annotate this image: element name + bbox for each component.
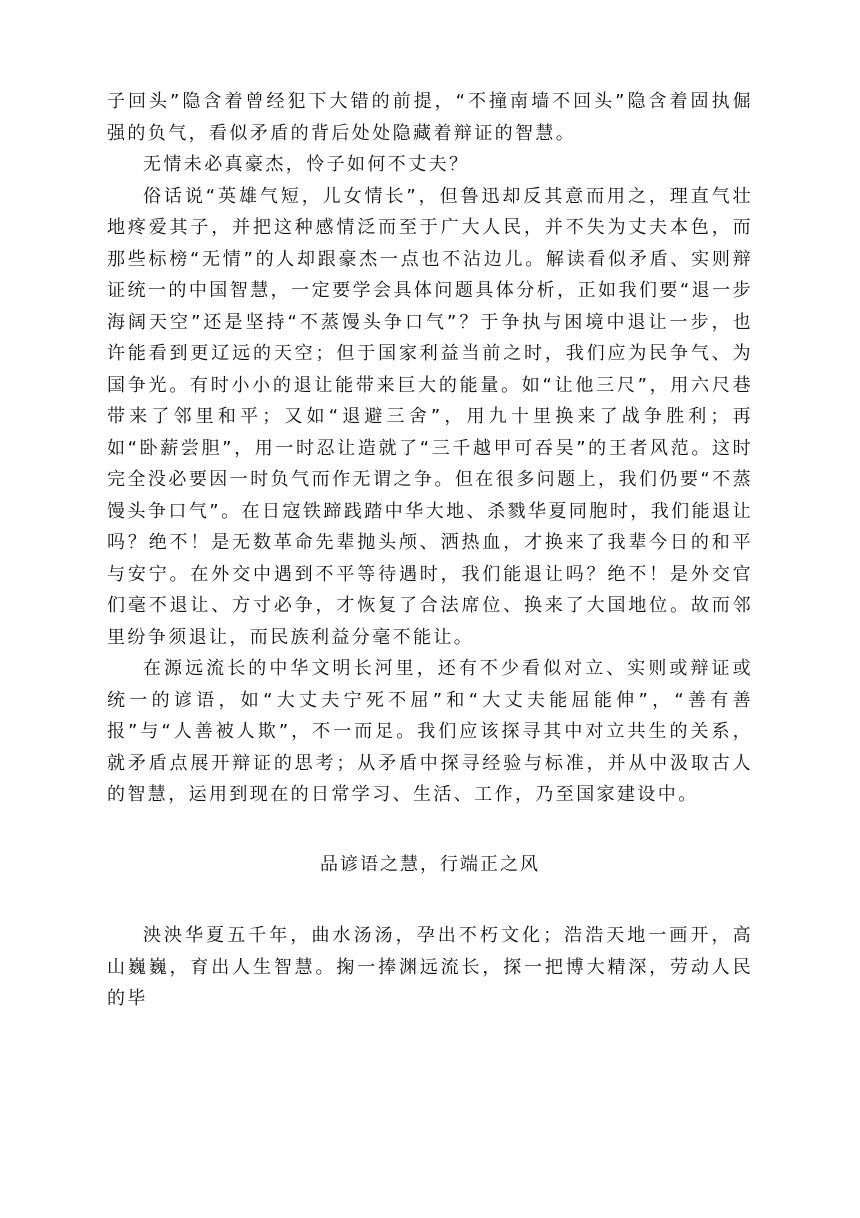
paragraph-essay-opening: 泱泱华夏五千年，曲水汤汤，孕出不朽文化；浩浩天地一画开，高山巍巍，育出人生智慧。掬一捧渊远流长，探一把博大精深，劳动人民的毕 xyxy=(107,925,753,1009)
paragraph-continuation: 子回头”隐含着曾经犯下大错的前提，“不撞南墙不回头”隐含着固执倔强的负气，看似矛盾的背后处处隐藏着辩证的智慧。 xyxy=(107,91,753,144)
essay-title: 品谚语之慧，行端正之风 xyxy=(320,853,540,875)
document-body xyxy=(107,86,753,1015)
paragraph-quote-line: 无情未必真豪杰，怜子如何不丈夫？ xyxy=(143,154,470,175)
paragraph-conclusion: 在源远流长的中华文明长河里，还有不少看似对立、实则或辩证或统一的谚语，如“大丈夫宁死不屈”和“大丈夫能屈能伸”，“善有善报”与“人善被人欺”，不一而足。我们应该探寻其中对立共生的关系，就矛盾点展开辩证的思考；从矛盾中探寻经验与标准，并从中汲取古人的智慧，运用到现在的日常学习、生活、工作，乃至国家建设中。 xyxy=(107,658,753,805)
paragraph-body: 俗话说“英雄气短，儿女情长”，但鲁迅却反其意而用之，理直气壮地疼爱其子，并把这种感情泛而至于广大人民，并不失为丈夫本色，而那些标榜“无情”的人却跟豪杰一点也不沾边儿。解读看似矛盾、实则辩证统一的中国智慧，一定要学会具体问题具体分析，正如我们要“退一步海阔天空”还是坚持“不蒸馒头争口气”？于争执与困境中退让一步，也许能看到更辽远的天空；但于国家利益当前之时，我们应为民争气、为国争光。有时小小的退让能带来巨大的能量。如“让他三尺”，用六尺巷带来了邻里和平；又如“退避三舍”，用九十里换来了战争胜利；再如“卧薪尝胆”，用一时忍让造就了“三千越甲可吞吴”的王者风范。这时完全没必要因一时负气而作无谓之争。但在很多问题上，我们仍要“不蒸馒头争口气”。在日寇铁蹄践踏中华大地、杀戮华夏同胞时，我们能退让吗？绝不！是无数革命先辈抛头颅、洒热血，才换来了我辈今日的和平与安宁。在外交中遇到不平等待遇时，我们能退让吗？绝不！是外交官们毫不退让、方寸必争，才恢复了合法席位、换来了大国地位。故而邻里纷争须退让，而民族利益分毫不能让。 xyxy=(107,185,753,648)
